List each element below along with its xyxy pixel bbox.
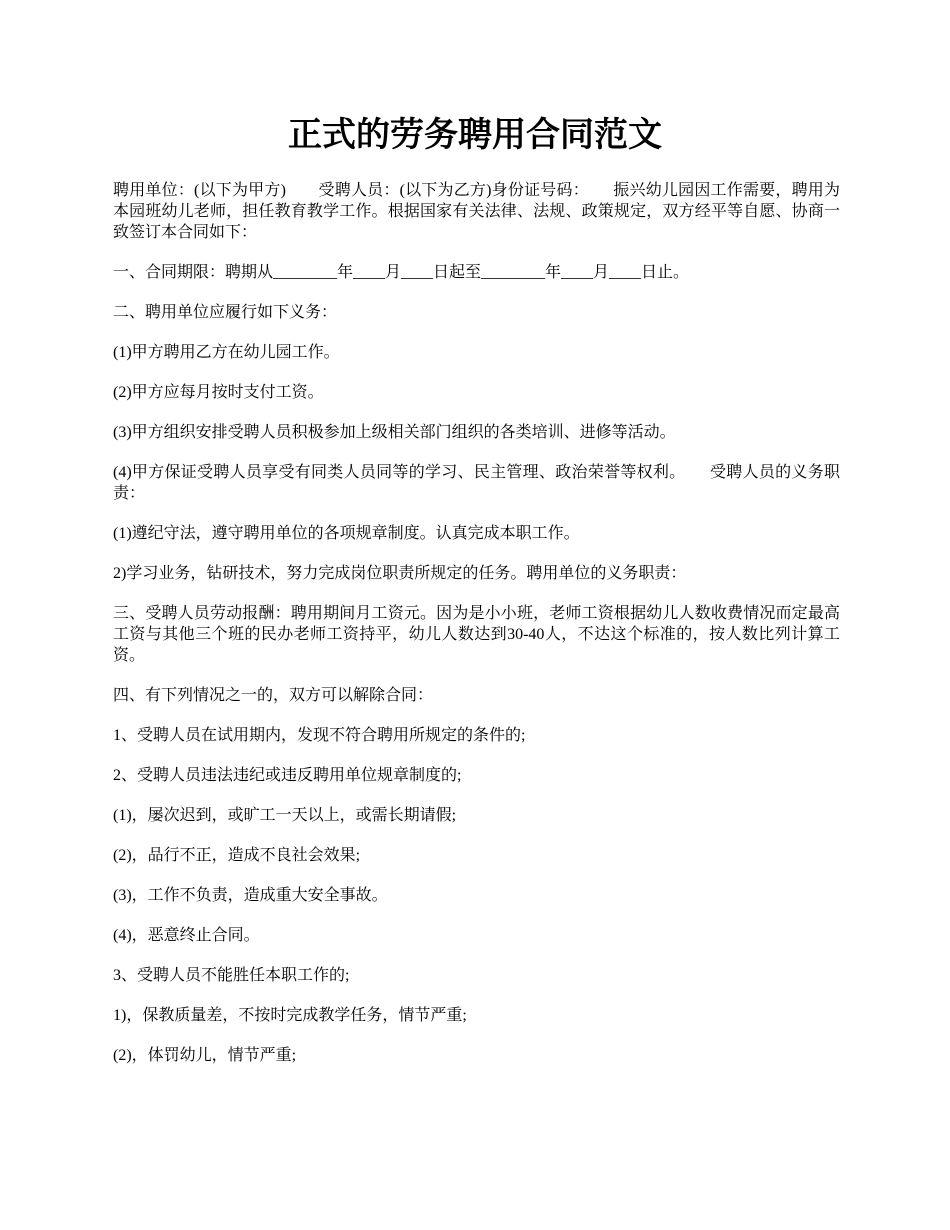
paragraph-termination-2-item-2: (2)，品行不正，造成不良社会效果; (113, 847, 361, 864)
paragraph-termination-2-item-4: (4)，恶意终止合同。 (113, 927, 260, 944)
paragraph-employer-obligations-heading: 二、聘用单位应履行如下义务： (113, 304, 338, 321)
paragraph-remuneration: 三、受聘人员劳动报酬：聘用期间月工资元。因为是小小班，老师工资根据幼儿人数收费情况而定最高工资与其他三个班的民办老师工资持平，幼儿人数达到30-40人，不达这个标准的，按人数比列计算工资。 (113, 605, 840, 664)
paragraph-termination-2-item-1: (1)，屡次迟到，或旷工一天以上，或需长期请假; (113, 807, 457, 824)
paragraph-employer-obligation-1: (1)甲方聘用乙方在幼儿园工作。 (113, 344, 340, 361)
paragraph-termination-2: 2、受聘人员违法违纪或违反聘用单位规章制度的; (113, 767, 462, 784)
paragraph-contract-term: 一、合同期限：聘期从________年____月____日起至________年____月____日止。 (113, 264, 690, 281)
paragraph-termination-2-item-3: (3)，工作不负责，造成重大安全事故。 (113, 887, 388, 904)
paragraph-termination-1: 1、受聘人员在试用期内，发现不符合聘用所规定的条件的; (113, 727, 526, 744)
paragraph-employer-obligation-3: (3)甲方组织安排受聘人员积极参加上级相关部门组织的各类培训、进修等活动。 (113, 424, 676, 441)
paragraph-preamble: 聘用单位：(以下为甲方) 受聘人员：(以下为乙方)身份证号码： 振兴幼儿园因工作需要，聘用为本园班幼儿老师，担任教育教学工作。根据国家有关法律、法规、政策规定，双方经平等自愿、协商一致签订本合同如下： (113, 182, 840, 241)
document-body (113, 180, 840, 1085)
paragraph-termination-3-item-2: (2)，体罚幼儿，情节严重; (113, 1047, 297, 1064)
paragraph-employee-duty-1: (1)遵纪守法，遵守聘用单位的各项规章制度。认真完成本职工作。 (113, 525, 580, 542)
paragraph-employee-duty-2: 2)学习业务，钻研技术，努力完成岗位职责所规定的任务。聘用单位的义务职责： (113, 565, 687, 582)
paragraph-termination-3-item-1: 1)，保教质量差，不按时完成教学任务，情节严重; (113, 1007, 467, 1024)
paragraph-employer-obligation-4: (4)甲方保证受聘人员享受有同类人员同等的学习、民主管理、政治荣誉等权利。 受聘人员的义务职责： (113, 464, 840, 502)
paragraph-termination-3: 3、受聘人员不能胜任本职工作的; (113, 967, 350, 984)
paragraph-termination-heading: 四、有下列情况之一的，双方可以解除合同： (113, 687, 434, 704)
document-title: 正式的劳务聘用合同范文 (288, 117, 662, 154)
paragraph-employer-obligation-2: (2)甲方应每月按时支付工资。 (113, 384, 324, 401)
